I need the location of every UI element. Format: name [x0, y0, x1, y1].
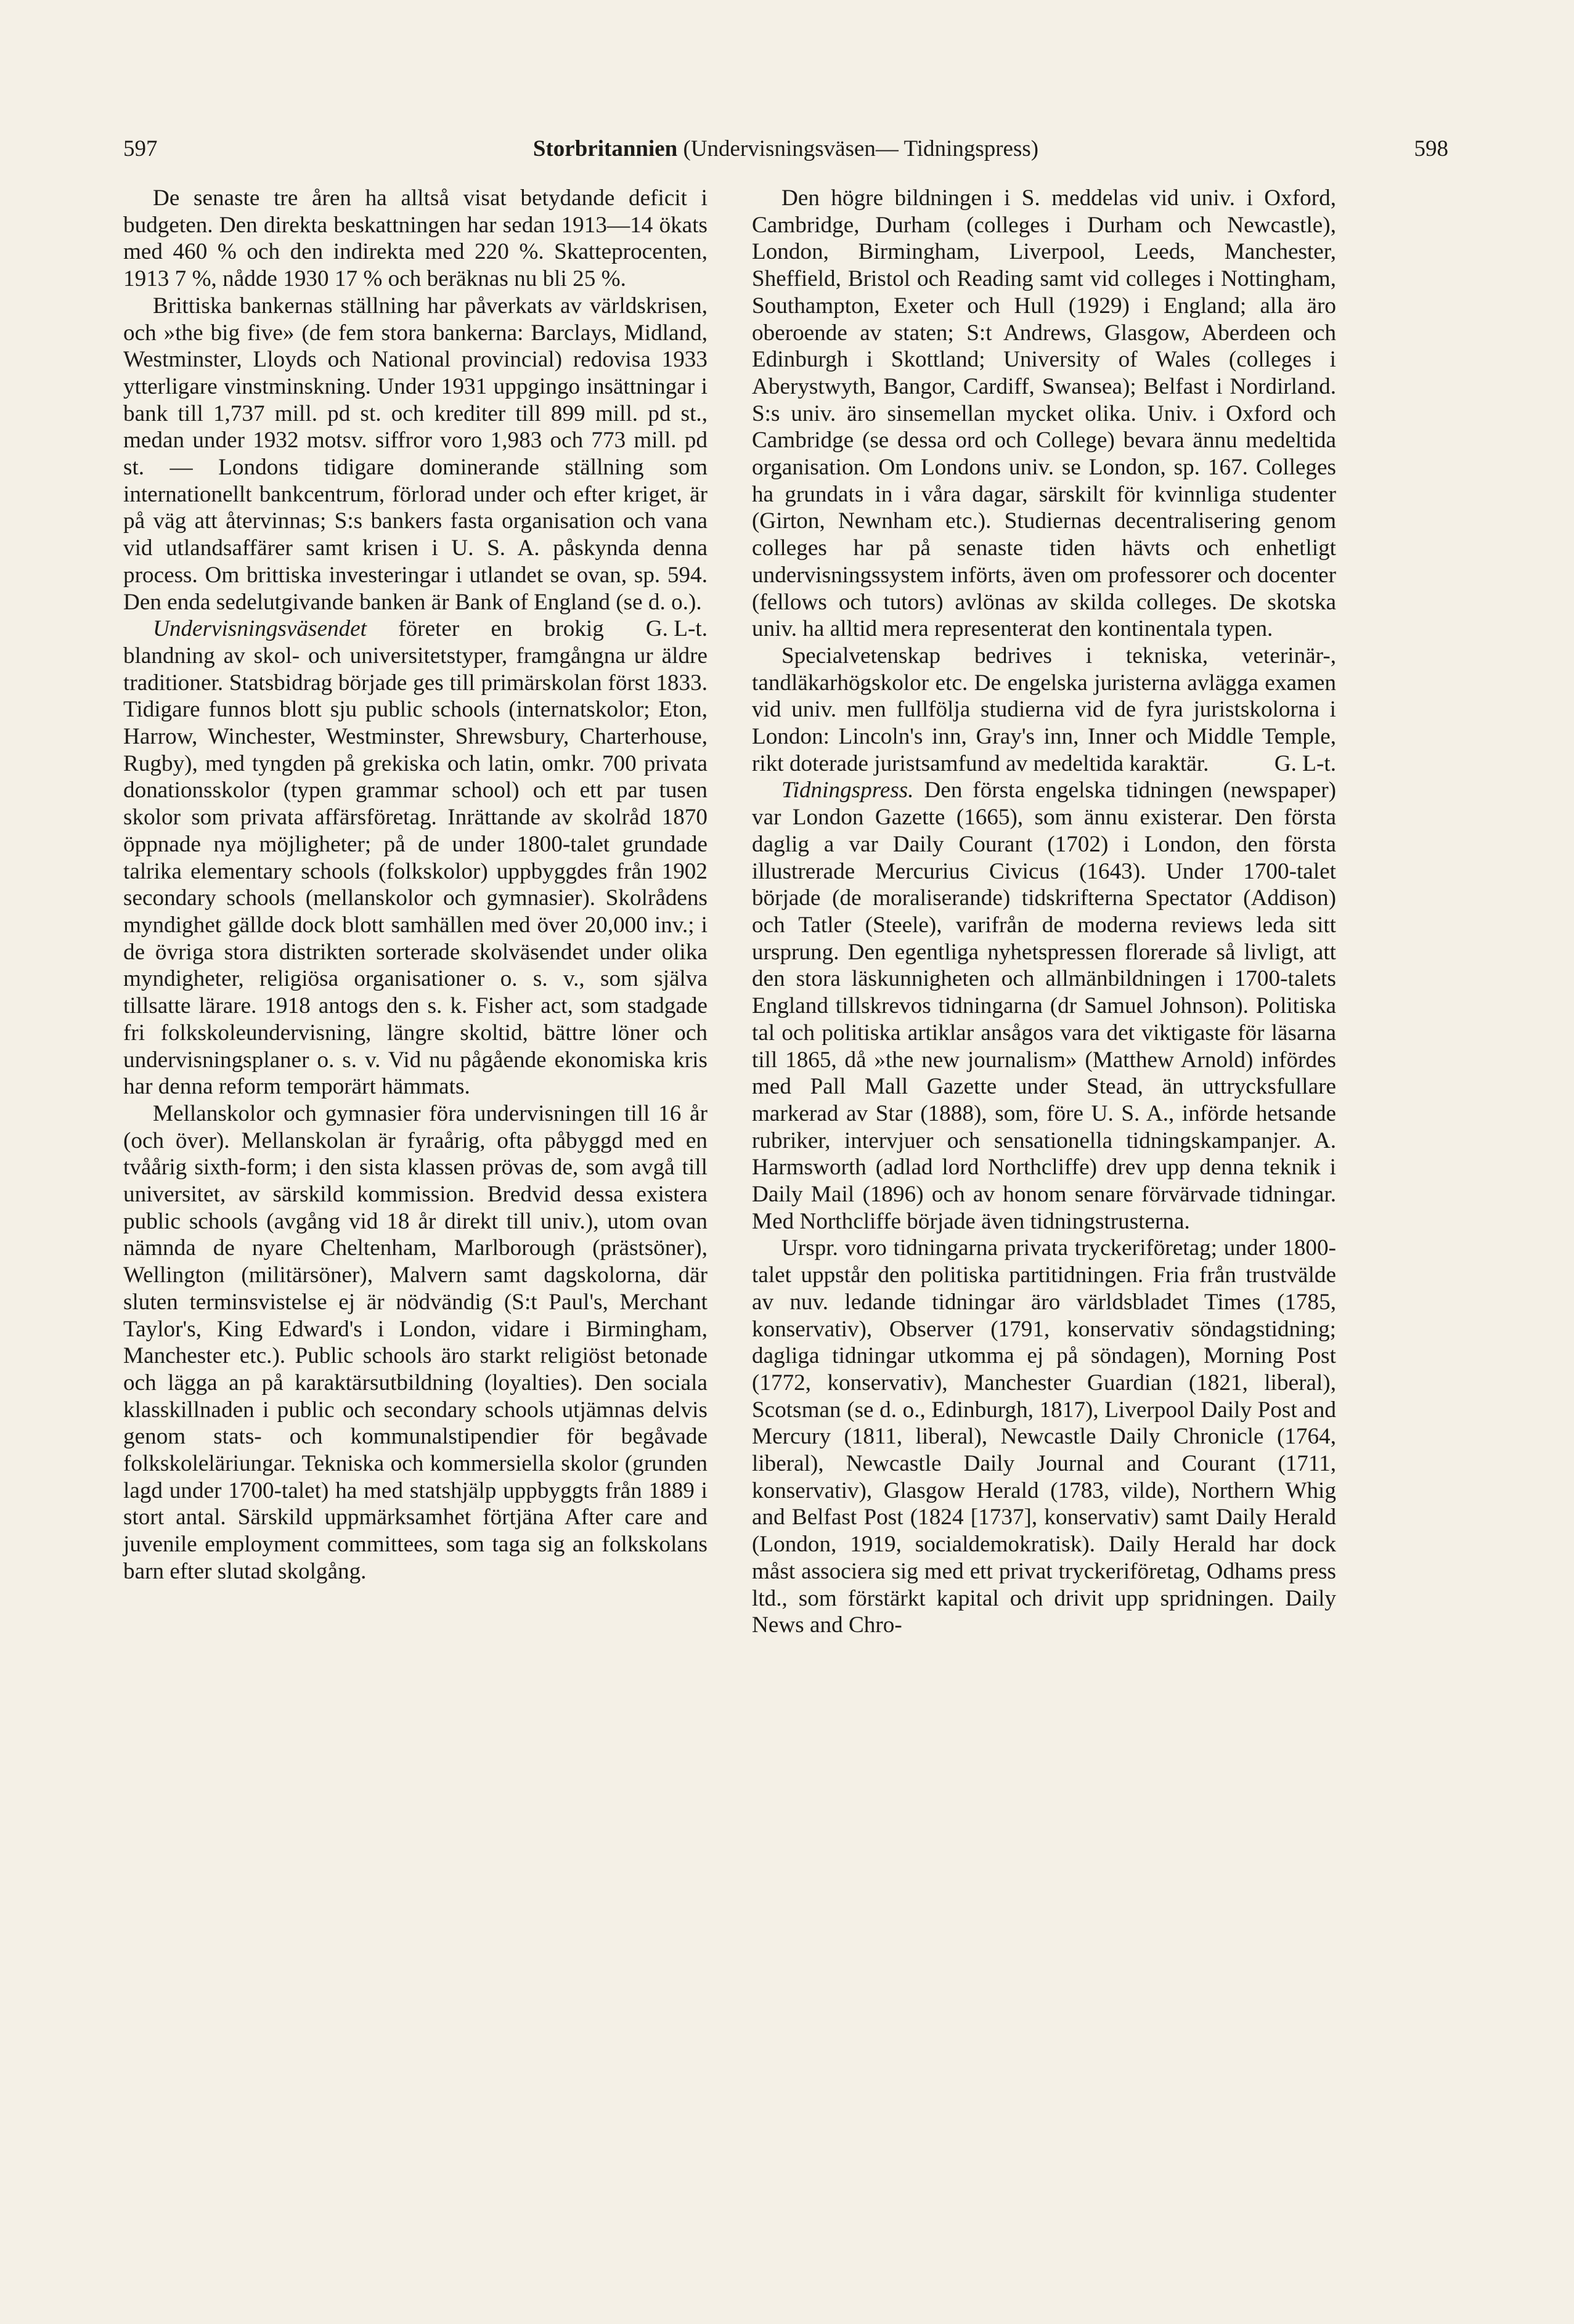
paragraph [752, 777, 1336, 1235]
running-title-main: Storbritannien [532, 136, 678, 161]
paragraph-text: Brittiska bankernas ställning har påverkats av världskrisen, och »the big five» (de fem stora bankerna: Barclays, Midland, Westminster, Lloyds och National provincial) redovisa 1933 ytterligare vinstminskning. Under 1931 uppgingo insättningar i bank till 1,737 mill. pd st. och krediter till 899 mill. pd st., medan under 1932 motsv. siffror voro 1,983 och 773 mill. pd st. — Londons tidigare dominerande ställning som internationellt bankcentrum, förlorad under och efter kriget, är på väg att återvinnas; S:s bankers fasta organisation och vana vid utlandsaffärer samt krisen i U. S. A. påskynda denna process. Om brittiska investeringar i utlandet se ovan, sp. 594. Den enda sedelutgivande banken är Bank of England (se d. o.). [123, 293, 707, 615]
running-header [123, 136, 1448, 173]
running-title-sub: (Undervisningsväsen— Tidningspress) [677, 136, 1039, 161]
paragraph [123, 616, 707, 1100]
right-column [752, 185, 1336, 1639]
paragraph: Mellanskolor och gymnasier föra undervisningen till 16 år (och över). Mellanskolan är fyraårig, ofta påbyggd med en tvåårig sixth-form; i den sista klassen prövas de, som avgå till universitet, av särskild kommission. Bredvid dessa existera public schools (avgång vid 18 år direkt till univ.), utom ovan nämnda de nyare Cheltenham, Marlborough (prästsöner), Wellington (militärsöner), Malvern samt dagskolorna, där sluten terminsvistelse ej är nödvändig (S:t Paul's, Merchant Taylor's, King Edward's i London, vidare i Birmingham, Manchester etc.). Public schools äro starkt religiöst betonade och lägga an på karaktärsutbildning (loyalties). Den sociala klasskillnaden i public och secondary schools utjämnas delvis genom stats- och kommunalstipendier för begåvade folkskoleläriungar. Tekniska och kommersiella skolor (grunden lagd under 1700-talet) ha med statshjälp uppbyggts från 1889 i stort antal. Särskild uppmärksamhet förtjäna After care and juvenile employment committees, som taga sig an folkskolans barn efter slutad skolgång. [123, 1100, 707, 1584]
paragraph-text: Specialvetenskap bedrives i tekniska, veterinär-, tandläkarhögskolor etc. De engelska juristerna avlägga examen vid univ. men fullfölja studierna vid de fyra juristskolorna i London: Lincoln's inn, Gray's inn, Inner och Middle Temple, rikt doterade juristsamfund av medeltida karaktär. [752, 643, 1336, 776]
page-number-left: 597 [123, 136, 158, 161]
paragraph-text: företer en brokig blandning av skol- och universitetstyper, framgångna ur äldre traditioner. Statsbidrag började ges till primärskolan först 1833. Tidigare funnos blott sju public schools (internatskolor; Eton, Harrow, Winchester, Westminster, Shrewsbury, Charterhouse, Rugby), med tyngden på grekiska och latin, omkr. 700 privata donationsskolor (typen grammar school) och ett par tusen skolor som privata affärsföretag. Inrättande av skolråd 1870 öppnade nya möjligheter; på de under 1800-talet grundade talrika elementary schools (folkskolor) uppbyggdes från 1902 secondary schools (mellanskolor och gymnasier). Skolrådens myndighet gällde dock blott samhällen med över 20,000 inv.; i de övriga stora distrikten sorterade skolväsendet under olika myndigheter, religiösa organisationer o. s. v., som själva tillsatte lärare. 1918 antogs den s. k. Fisher act, som stadgade fri folkskoleundervisning, längre skoltid, bättre löner och undervisningsplaner o. s. v. Vid nu pågående ekonomiska kris har denna reform temporärt hämmats. [123, 616, 707, 1100]
section-lead: Tidningspress. [781, 778, 914, 803]
running-title [123, 136, 1448, 162]
paragraph [752, 643, 1336, 778]
section-lead: Undervisningsväsendet [153, 616, 367, 642]
paragraph-text: Den första engelska tidningen (newspaper) var London Gazette (1665), som ännu existerar. Den första daglig a var Daily Courant (1702) i London, den första illustrerade Mercurius Civicus (1643). Under 1700-talet började (de moraliserande) tidskrifterna Spectator (Addison) och Tatler (Steele), varifrån de moderna reviews leda sitt ursprung. Den egentliga nyhetspressen florerade så livligt, att den stora läskunnigheten och allmänbildningen i 1700-talets England tillskrevos tidningarna (dr Samuel Johnson). Politiska tal och politiska artiklar ansågos vara det viktigaste för läsarna till 1865, då »the new journalism» (Matthew Arnold) infördes med Pall Mall Gazette under Stead, än uttrycksfullare markerad av Star (1888), som, före U. S. A., införde hetsande rubriker, intervjuer och sensationella tidningskampanjer. A. Harmsworth (adlad lord Northcliffe) drev upp denna teknik i Daily Mail (1896) och av honom senare förvärvade tidningar. Med Northcliffe började även tidningstrusterna. [752, 778, 1336, 1234]
left-column [123, 185, 707, 1585]
page-number-right: 598 [1414, 136, 1448, 161]
paragraph: Urspr. voro tidningarna privata tryckeriföretag; under 1800-talet uppstår den politiska partitidningen. Fria från trustvälde av nuv. ledande tidningar äro världsbladet Times (1785, konservativ), Observer (1791, konservativ söndagstidning; dagliga tidningar utkomma ej på söndagen), Morning Post (1772, konservativ), Manchester Guardian (1821, liberal), Scotsman (se d. o., Edinburgh, 1817), Liverpool Daily Post and Mercury (1811, liberal), Newcastle Daily Chronicle (1764, liberal), Newcastle Daily Journal and Courant (1711, konservativ), Glasgow Herald (1783, vilde), Northern Whig and Belfast Post (1824 [1737], konservativ) samt Daily Herald (London, 1919, socialdemokratisk). Daily Herald har dock måst associera sig med ett privat tryckeriföretag, Odhams press ltd., som förstärkt kapital och drivit upp spridningen. Daily News and Chro- [752, 1235, 1336, 1638]
signature: G. L-t. [1274, 750, 1336, 776]
signature: G. L-t. [645, 616, 707, 642]
paragraph: Den högre bildningen i S. meddelas vid univ. i Oxford, Cambridge, Durham (colleges i Durham och Newcastle), London, Birmingham, Liverpool, Leeds, Manchester, Sheffield, Bristol och Reading samt vid colleges i Nottingham, Southampton, Exeter och Hull (1929) i England; alla äro oberoende av staten; S:t Andrews, Glasgow, Aberdeen och Edinburgh i Skottland; University of Wales (colleges i Aberystwyth, Bangor, Cardiff, Swansea); Belfast i Nordirland. S:s univ. äro sinsemellan mycket olika. Univ. i Oxford och Cambridge (se dessa ord och College) bevara ännu medeltida organisation. Om Londons univ. se London, sp. 167. Colleges ha grundats in i våra dagar, särskilt för kvinnliga studenter (Girton, Newnham etc.). Studiernas decentralisering genom colleges har på senaste tiden hävts och enhetligt undervisningssystem införts, även om professorer och docenter (fellows och tutors) avlönas av skilda colleges. De skotska univ. ha alltid mera representerat den kontinentala typen. [752, 185, 1336, 642]
paragraph: De senaste tre åren ha alltså visat betydande deficit i budgeten. Den direkta beskattningen har sedan 1913—14 ökats med 460 % och den indirekta med 220 %. Skatteprocenten, 1913 7 %, nådde 1930 17 % och beräknas nu bli 25 %. [123, 185, 707, 292]
